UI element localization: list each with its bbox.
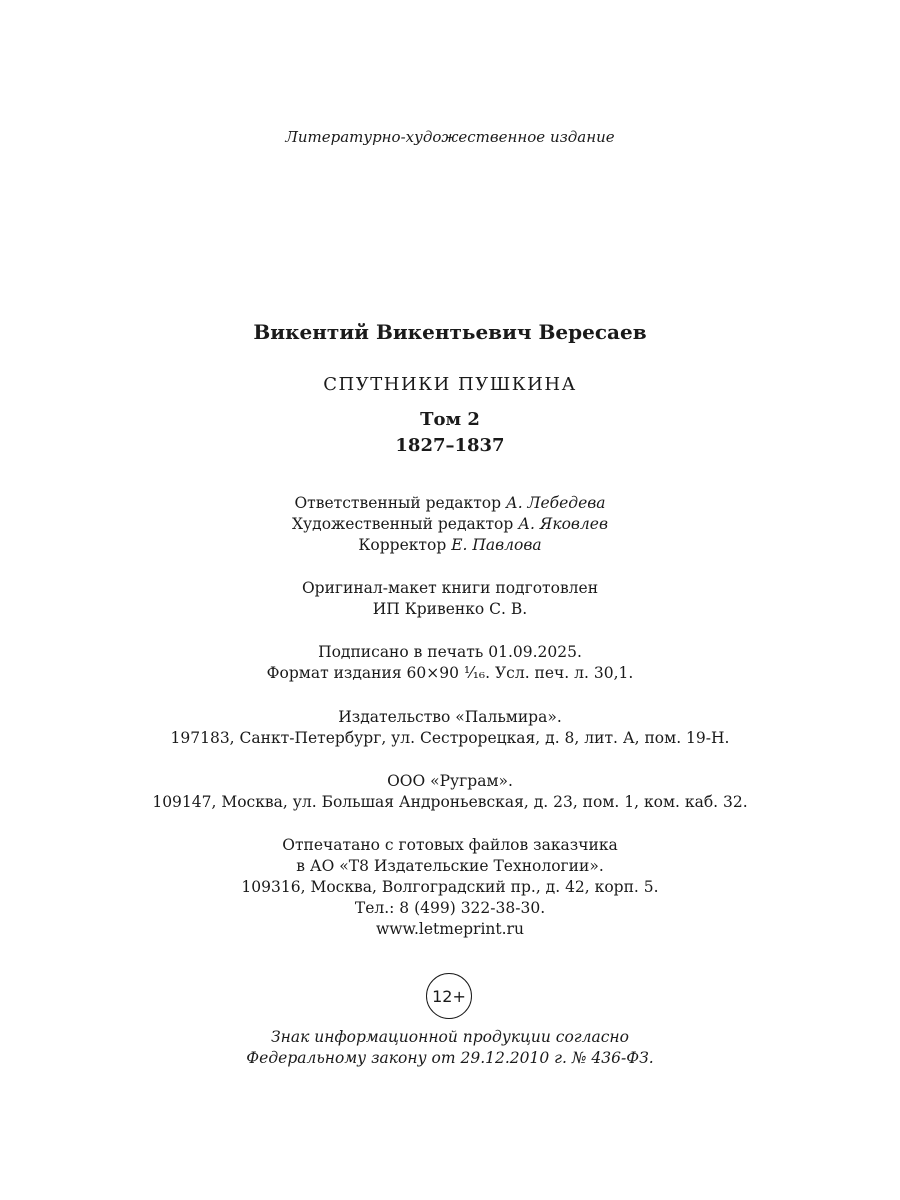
proofreader-name: Е. Павлова	[451, 536, 542, 554]
printer-line2: в АО «Т8 Издательские Технологии».	[296, 857, 604, 875]
layout-credit-line1: Оригинал-макет книги подготовлен	[301, 579, 599, 597]
genre-line: Литературно-художественное издание	[285, 128, 615, 146]
proofreader-label: Корректор	[358, 536, 452, 554]
printer-line1: Отпечатано с готовых файлов заказчика	[282, 836, 618, 854]
printer-address: 109316, Москва, Волгоградский пр., д. 42, корп. 5.	[241, 878, 659, 896]
distributor-name: ООО «Руграм».	[387, 772, 513, 790]
signed-to-print: Подписано в печать 01.09.2025.	[318, 643, 582, 661]
responsible-editor-label: Ответственный редактор	[294, 494, 506, 512]
volume-years: 1827–1837	[395, 435, 505, 456]
publisher-name: Издательство «Пальмира».	[338, 708, 562, 726]
art-editor-line	[0, 517, 900, 533]
law-notice-line1: Знак информационной продукции согласно	[271, 1028, 629, 1046]
printer-phone: Тел.: 8 (499) 322-38-30.	[354, 899, 546, 917]
book-title: СПУТНИКИ ПУШКИНА	[323, 374, 577, 395]
printer-website: www.letmeprint.ru	[376, 920, 524, 938]
age-rating-text: 12+	[432, 986, 466, 1006]
edition-format: Формат издания 60×90 ¹⁄₁₆. Усл. печ. л. 30,1.	[266, 664, 634, 682]
responsible-editor-name: А. Лебедева	[505, 494, 606, 512]
volume-number: Том 2	[420, 409, 480, 430]
proofreader-line	[0, 538, 900, 554]
publisher-address: 197183, Санкт-Петербург, ул. Сестрорецкая, д. 8, лит. А, пом. 19-Н.	[170, 729, 730, 747]
responsible-editor-line	[0, 496, 900, 512]
distributor-address: 109147, Москва, ул. Большая Андроньевская, д. 23, пом. 1, ком. каб. 32.	[152, 793, 748, 811]
layout-credit-line2: ИП Кривенко С. В.	[372, 600, 528, 618]
art-editor-name: А. Яковлев	[518, 515, 608, 533]
law-notice-line2: Федеральному закону от 29.12.2010 г. № 436-ФЗ.	[246, 1049, 654, 1067]
author-name: Викентий Викентьевич Вересаев	[253, 320, 647, 344]
art-editor-label: Художественный редактор	[292, 515, 519, 533]
age-rating-badge	[426, 973, 472, 1019]
